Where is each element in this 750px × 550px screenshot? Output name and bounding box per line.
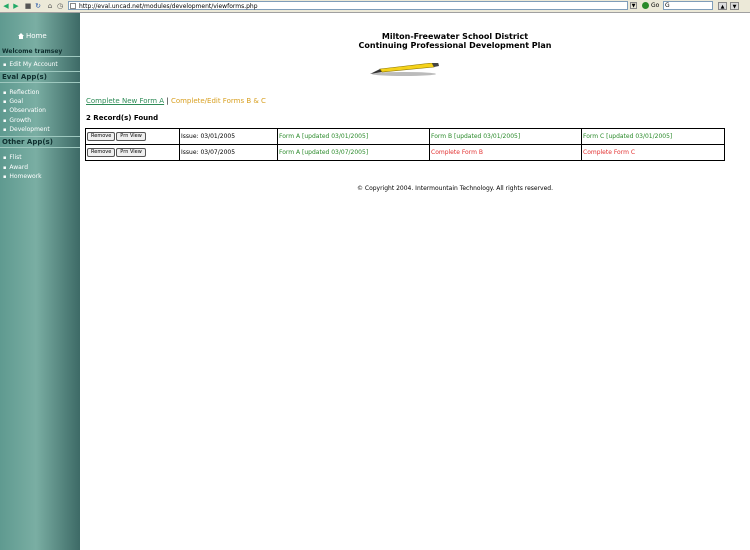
table-row xyxy=(86,145,725,161)
house-icon xyxy=(18,33,24,39)
stop-icon[interactable]: ■ xyxy=(24,2,32,10)
form-a-link[interactable]: Form A [updated 03/07/2005] xyxy=(278,145,430,161)
go-button[interactable]: Go xyxy=(651,2,660,9)
issue-date: Issue: 03/07/2005 xyxy=(180,145,278,161)
divider xyxy=(0,71,80,72)
go-icon[interactable] xyxy=(642,2,649,9)
complete-new-form-a-link[interactable]: Complete New Form A xyxy=(86,97,165,105)
forward-icon[interactable]: ▶ xyxy=(13,2,19,10)
sidebar-item-edit-account[interactable]: ▪ Edit My Account xyxy=(3,61,58,68)
welcome-text: Welcome tramsey xyxy=(2,48,63,55)
divider xyxy=(0,136,80,137)
form-c-link[interactable]: Form C [updated 03/01/2005] xyxy=(582,129,725,145)
divider xyxy=(0,56,80,57)
pencil-icon xyxy=(368,63,440,77)
scroll-down-icon[interactable]: ▼ xyxy=(730,2,739,10)
sidebar-item-observation[interactable]: ▪ Observation xyxy=(3,107,46,114)
print-view-button[interactable]: Prn View xyxy=(116,148,146,157)
print-view-button[interactable]: Prn View xyxy=(116,132,146,141)
table-row xyxy=(86,129,725,145)
remove-button[interactable]: Remove xyxy=(87,148,115,157)
sidebar-item-award[interactable]: ▪ Award xyxy=(3,164,28,171)
page-icon xyxy=(70,3,76,9)
link-separator: | xyxy=(166,97,169,105)
district-title: Milton-Freewater School District xyxy=(381,32,529,41)
actions-cell xyxy=(86,145,180,161)
sidebar-heading-eval: Eval App(s) xyxy=(2,73,47,81)
sidebar-item-growth[interactable]: ▪ Growth xyxy=(3,117,31,124)
remove-button[interactable]: Remove xyxy=(87,132,115,141)
back-icon[interactable]: ◀ xyxy=(3,2,9,10)
search-icon: G xyxy=(665,2,670,9)
sidebar-item-goal[interactable]: ▪ Goal xyxy=(3,98,23,105)
complete-form-b-link[interactable]: Complete Form B xyxy=(430,145,582,161)
refresh-icon[interactable]: ↻ xyxy=(35,2,41,10)
history-icon[interactable]: ◷ xyxy=(56,2,64,10)
divider xyxy=(0,147,80,148)
divider xyxy=(0,82,80,83)
sidebar-home-link[interactable] xyxy=(18,32,47,40)
records-table xyxy=(85,128,725,161)
sidebar-heading-other: Other App(s) xyxy=(2,138,53,146)
sidebar xyxy=(0,13,80,550)
sidebar-item-homework[interactable]: ▪ Homework xyxy=(3,173,42,180)
url-text: http://eval.uncad.net/modules/development/viewforms.php xyxy=(79,3,258,10)
copyright-text: © Copyright 2004. Intermountain Technology. All rights reserved. xyxy=(356,185,554,192)
complete-form-c-link[interactable]: Complete Form C xyxy=(582,145,725,161)
form-b-link[interactable]: Form B [updated 03/01/2005] xyxy=(430,129,582,145)
address-bar[interactable] xyxy=(68,1,628,10)
actions-cell xyxy=(86,129,180,145)
complete-edit-forms-link[interactable]: Complete/Edit Forms B & C xyxy=(170,97,266,105)
sidebar-item-flist[interactable]: ▪ Flist xyxy=(3,154,22,161)
address-dropdown-icon[interactable]: ▼ xyxy=(631,3,636,9)
records-count: 2 Record(s) Found xyxy=(86,114,159,122)
browser-toolbar xyxy=(0,0,750,13)
home-icon[interactable]: ⌂ xyxy=(47,2,53,10)
home-label: Home xyxy=(26,32,47,40)
sidebar-item-development[interactable]: ▪ Development xyxy=(3,126,50,133)
issue-date: Issue: 03/01/2005 xyxy=(180,129,278,145)
form-links xyxy=(86,97,266,105)
form-a-link[interactable]: Form A [updated 03/01/2005] xyxy=(278,129,430,145)
page-title: Continuing Professional Development Plan xyxy=(358,41,552,50)
search-input[interactable] xyxy=(663,1,713,10)
scroll-up-icon[interactable]: ▲ xyxy=(718,2,727,10)
sidebar-item-reflection[interactable]: ▪ Reflection xyxy=(3,89,39,96)
